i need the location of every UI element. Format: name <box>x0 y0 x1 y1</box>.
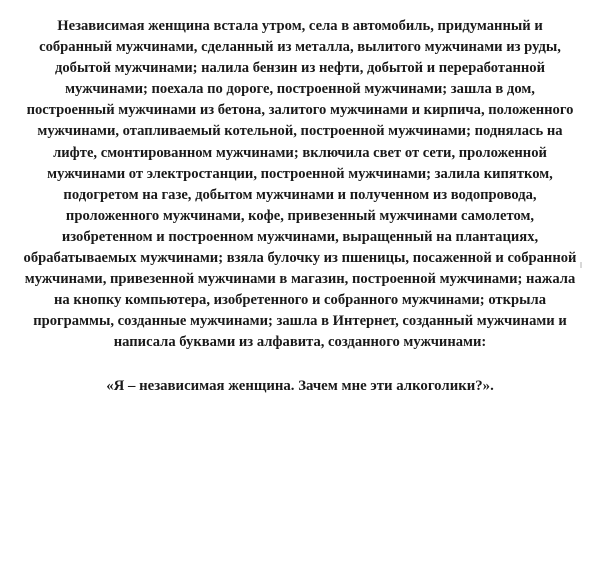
document-punchline: «Я – независимая женщина. Зачем мне эти алкоголики?». <box>106 377 494 394</box>
document-paragraph: Независимая женщина встала утром, села в автомобиль, придуманный и собранный мужчинами, сделанный из металла, вылитого мужчинами из руды, добытой мужчинами; налила бензин из нефти, добытой и переработанной мужчинами; поехала по дороге, построенной мужчинами; зашла в дом, построенный мужчинами из бетона, залитого мужчинами и кирпича, положенного мужчинами, отапливаемый котельной, построенной мужчинами; поднялась на лифте, смонтированном мужчинами; включила свет от сети, проложенной мужчинами от электростанции, построенной мужчинами; залила кипятком, подогретом на газе, добытом мужчинами и полученном из водопровода, проложенного мужчинами, кофе, привезенный мужчинами самолетом, изобретенном и построенном мужчинами, выращенный на плантациях, обрабатываемых мужчинами; взяла булочку из пшеницы, посаженной и собранной мужчинами, привезенной мужчинами в магазин, построенной мужчинами; нажала на кнопку компьютера, изобретенного и собранного мужчинами; открыла программы, созданные мужчинами; зашла в Интернет, созданный мужчинами и написала буквами из алфавита, созданного мужчинами: <box>23 18 577 351</box>
page-artifact <box>580 262 582 268</box>
